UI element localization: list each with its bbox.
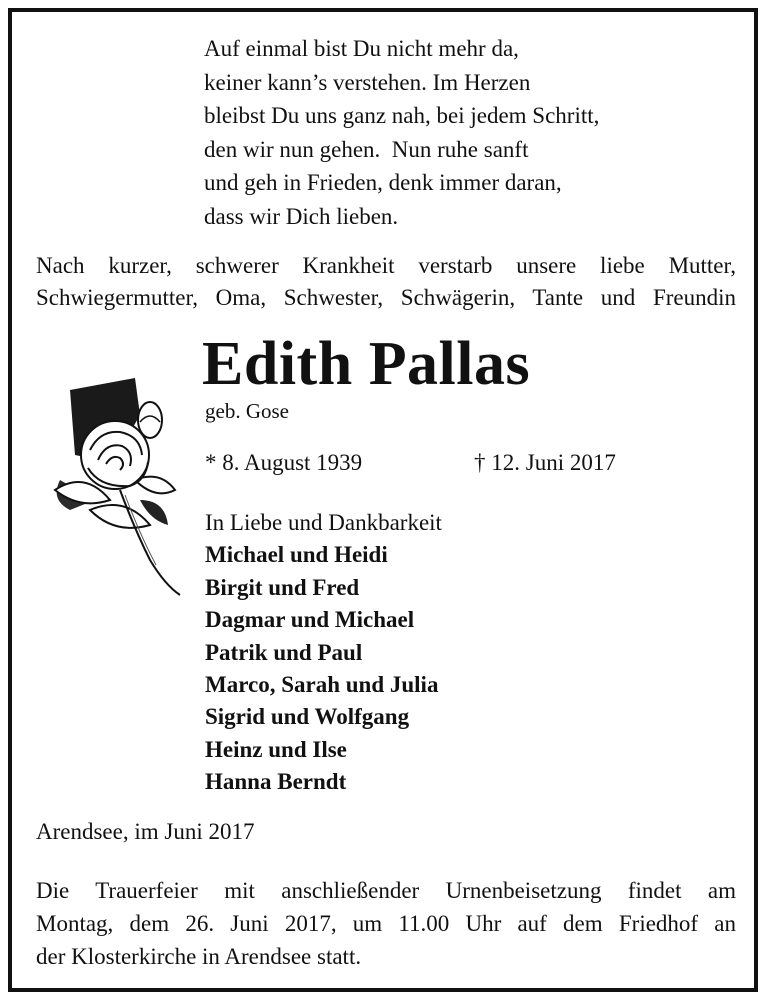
poem-line: den wir nun gehen. Nun ruhe sanft xyxy=(204,136,529,162)
mourner-name: Heinz und Ilse xyxy=(205,736,347,762)
mourner-name: Sigrid und Wolfgang xyxy=(205,704,410,730)
death-date: † 12. Juni 2017 xyxy=(474,450,616,475)
service-line: der Klosterkirche in Arendsee statt. xyxy=(36,944,362,969)
poem xyxy=(204,32,599,233)
rose-icon xyxy=(40,360,190,600)
mourners-intro: In Liebe und Dankbarkeit xyxy=(205,510,442,535)
mourner-name: Birgit und Fred xyxy=(205,574,360,600)
mourner-name: Patrik und Paul xyxy=(205,639,363,665)
birth-date: * 8. August 1939 xyxy=(205,450,363,475)
mourner-name: Michael und Heidi xyxy=(205,542,388,568)
poem-line: dass wir Dich lieben. xyxy=(204,203,399,229)
poem-line: keiner kann’s verstehen. Im Herzen xyxy=(204,69,531,95)
obituary-frame xyxy=(8,8,758,992)
mourner-name: Marco, Sarah und Julia xyxy=(205,672,439,698)
mourners-list xyxy=(205,507,442,799)
poem-line: bleibst Du uns ganz nah, bei jedem Schritt, xyxy=(204,103,600,128)
death-announcement xyxy=(36,250,736,314)
poem-line: Auf einmal bist Du nicht mehr da, xyxy=(204,36,519,61)
announcement-line: Schwiegermutter, Oma, Schwester, Schwägerin, Tante und Freundin xyxy=(36,285,736,310)
place-date: Arendsee, im Juni 2017 xyxy=(36,819,255,844)
mourner-name: Dagmar und Michael xyxy=(205,607,415,633)
mourner-name: Hanna Berndt xyxy=(205,769,347,795)
service-line: Montag, dem 26. Juni 2017, um 11.00 Uhr auf dem Friedhof an xyxy=(36,911,736,936)
deceased-name: Edith Pallas xyxy=(202,330,531,398)
announcement-line: Nach kurzer, schwerer Krankheit verstarb unsere liebe Mutter, xyxy=(36,253,736,278)
maiden-name: geb. Gose xyxy=(205,399,289,423)
poem-line: und geh in Frieden, denk immer daran, xyxy=(204,170,562,195)
service-line: Die Trauerfeier mit anschließender Urnenbeisetzung findet am xyxy=(36,878,736,903)
funeral-service-info xyxy=(36,874,736,973)
